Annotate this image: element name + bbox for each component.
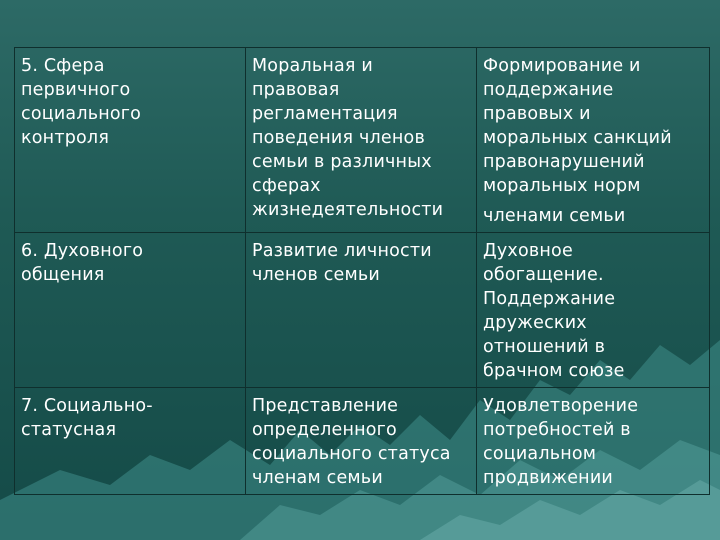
cell-text: статусная: [21, 420, 117, 440]
cell-text: 7. Социально-: [21, 396, 153, 416]
cell-text: правонарушений: [483, 152, 645, 172]
cell-text: моральных санкций: [483, 128, 672, 148]
table-row: [15, 233, 710, 388]
cell-text: социальном: [483, 444, 597, 464]
cell-text: отношений в: [483, 337, 606, 357]
cell-text: Удовлетворение: [483, 396, 639, 416]
cell-text: сферах: [252, 176, 321, 196]
cell-text: поддержание: [483, 80, 614, 100]
cell-text: жизнедеятельности: [252, 200, 444, 220]
sphere-cell: [15, 48, 246, 233]
cell-text: регламентация: [252, 104, 398, 124]
cell-text: моральных норм: [483, 176, 641, 196]
cell-text: поведения членов: [252, 128, 425, 148]
cell-text: обогащение.: [483, 265, 604, 285]
table-row: [15, 48, 710, 233]
cell-text: Моральная и: [252, 56, 373, 76]
cell-text: брачном союзе: [483, 361, 625, 381]
result-cell: [477, 48, 710, 233]
cell-text: дружеских: [483, 313, 587, 333]
cell-text: Развитие личности: [252, 241, 432, 261]
cell-text: 5. Сфера: [21, 56, 105, 76]
family-functions-table: [14, 47, 710, 495]
sphere-cell: [15, 233, 246, 388]
cell-text: 6. Духовного: [21, 241, 144, 261]
cell-text: Духовное: [483, 241, 573, 261]
cell-text: первичного: [21, 80, 131, 100]
result-cell: [477, 388, 710, 495]
cell-text: правовая: [252, 80, 340, 100]
cell-text: Представление: [252, 396, 399, 416]
result-cell: [477, 233, 710, 388]
cell-text: контроля: [21, 128, 110, 148]
cell-text: социального: [21, 104, 142, 124]
cell-text: потребностей в: [483, 420, 631, 440]
cell-text: правовых и: [483, 104, 591, 124]
table-row: [15, 388, 710, 495]
cell-text: членами семьи: [483, 206, 626, 226]
cell-text: Поддержание: [483, 289, 616, 309]
cell-text: семьи в различных: [252, 152, 432, 172]
cell-text: Формирование и: [483, 56, 641, 76]
cell-text: социального статуса: [252, 444, 451, 464]
content-cell: [246, 388, 477, 495]
content-cell: [246, 233, 477, 388]
cell-text: общения: [21, 265, 105, 285]
cell-text: членов семьи: [252, 265, 380, 285]
cell-text: продвижении: [483, 468, 613, 488]
cell-text: определенного: [252, 420, 397, 440]
cell-text: членам семьи: [252, 468, 383, 488]
sphere-cell: [15, 388, 246, 495]
content-cell: [246, 48, 477, 233]
